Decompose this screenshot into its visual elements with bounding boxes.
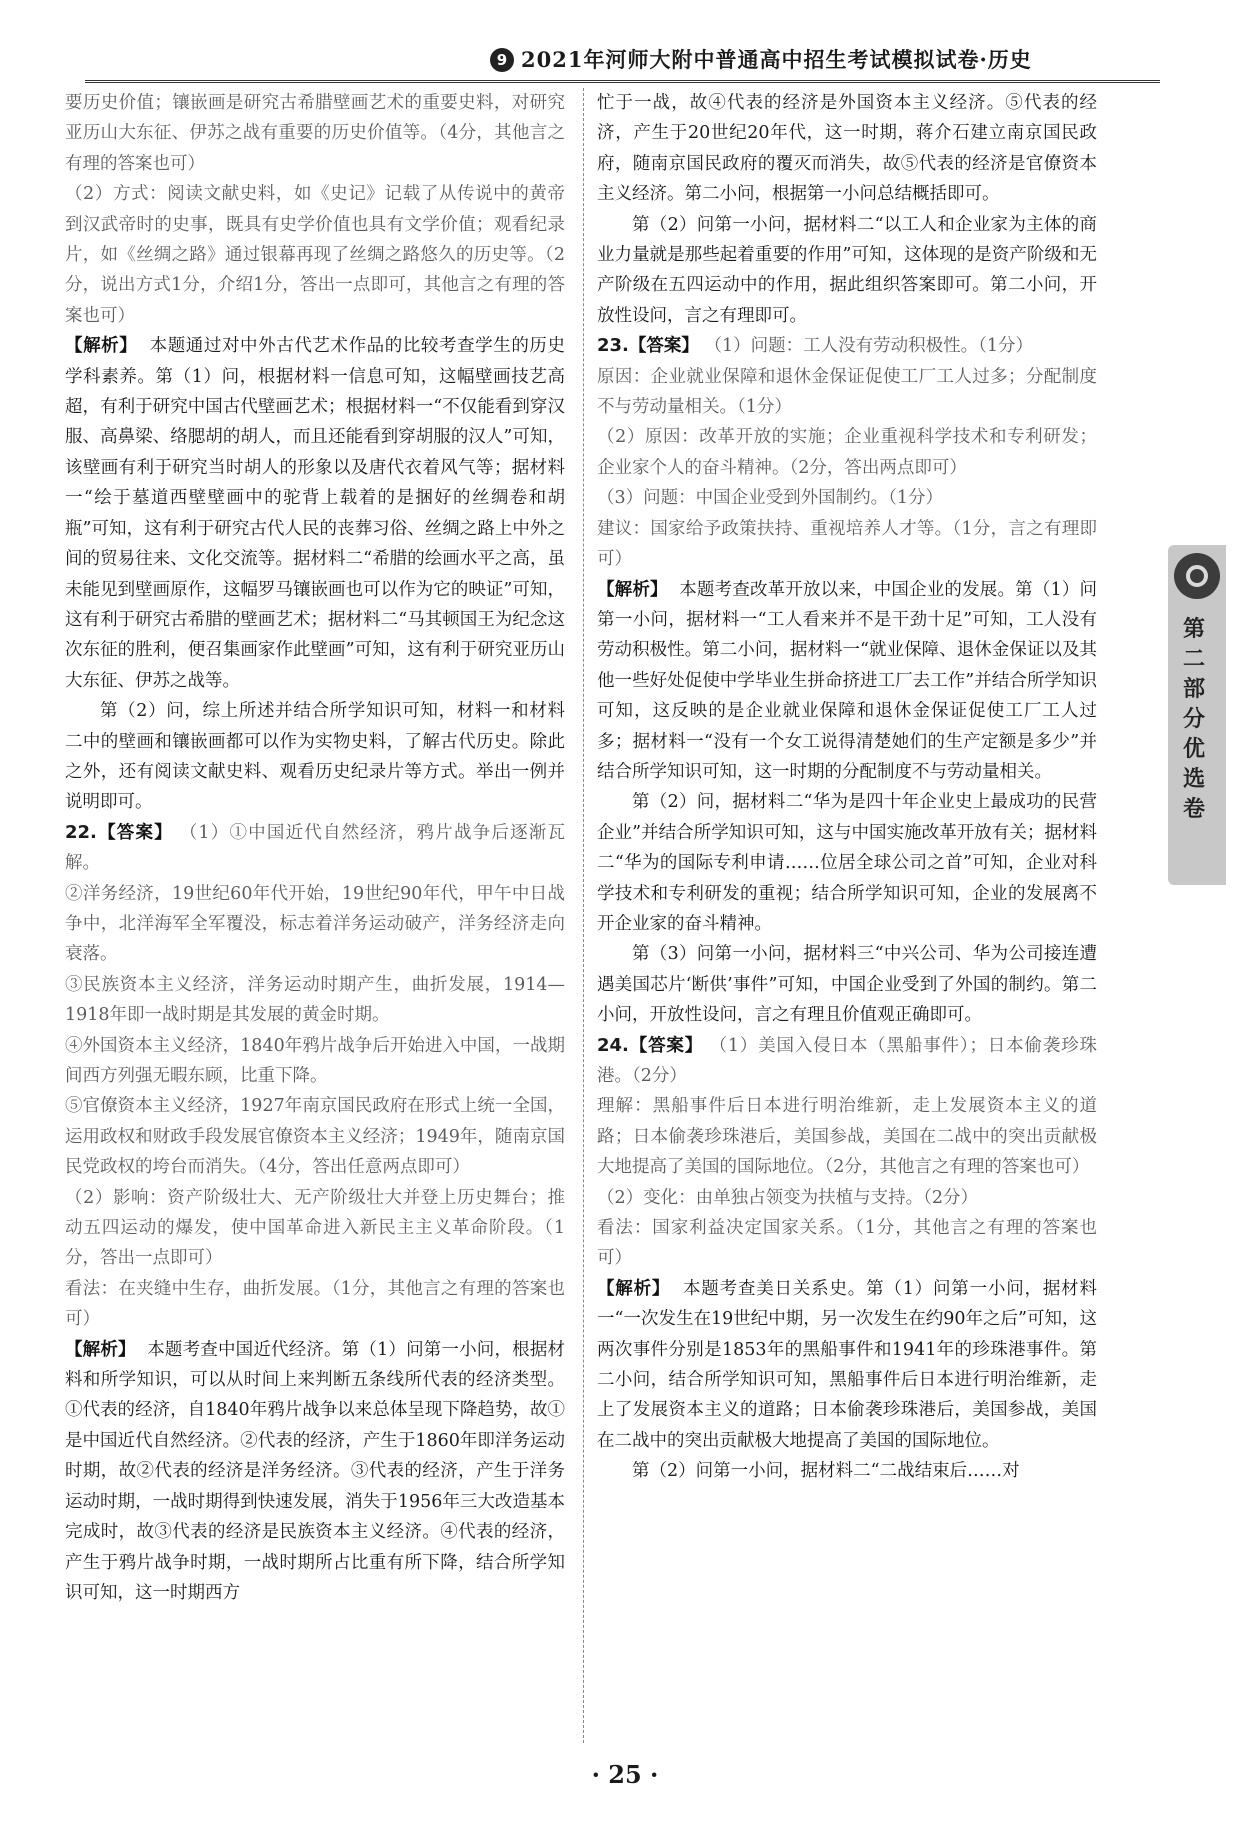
analysis-paragraph bbox=[65, 331, 565, 696]
question-22-answer bbox=[65, 818, 565, 879]
header-badge: 9 bbox=[490, 48, 514, 72]
analysis-tag: 【解析】 bbox=[65, 336, 138, 357]
analysis-paragraph: 忙于一战，故④代表的经济是外国资本主义经济。⑤代表的经济，产生于20世纪20年代，这一时期，蒋介石建立南京国民政府，随南京国民政府的覆灭而消失，故⑤代表的经济是官僚资本主义经济。第二小问，根据第一小问总结概括即可。 bbox=[597, 93, 1097, 205]
analysis-paragraph: 第（2）问第一小问，据材料二“以工人和企业家为主体的商业力量就是那些起着重要的作用”可知，这体现的是资产阶级和无产阶级在五四运动中的作用，据此组织答案即可。第二小问，开放性设问，言之有理即可。 bbox=[597, 214, 1097, 326]
analysis-paragraph: 第（2）问，据材料二“华为是四十年企业史上最成功的民营企业”并结合所学知识可知，这与中国实施改革开放有关；据材料二“华为的国际专利申请……位居全球公司之首”可知，企业对科学技术和专利研发的重视；结合所学知识可知，企业的发展离不开企业家的奋斗精神。 bbox=[597, 792, 1097, 934]
answer-tag: 【答案】 bbox=[628, 1035, 704, 1056]
answer-paragraph: 要历史价值；镶嵌画是研究古希腊壁画艺术的重要史料，对研究亚历山大东征、伊苏之战有重要的历史价值等。（4分，其他言之有理的答案也可） bbox=[65, 93, 565, 174]
answer-text: （1）①中国近代自然经济，鸦片战争后逐渐瓦解。 bbox=[65, 822, 565, 874]
answer-text: （1）美国入侵日本（黑船事件）；日本偷袭珍珠港。（2分） bbox=[597, 1035, 1097, 1086]
analysis-paragraph: 第（2）问第一小问，据材料二“二战结束后……对 bbox=[632, 1461, 1020, 1482]
page-header bbox=[85, 38, 1160, 84]
analysis-paragraph: 第（3）问第一小问，据材料三“中兴公司、华为公司接连遭遇美国芯片‘断供’事件”可知，中国企业受到了外国的制约。第二小问，开放性设问，言之有理且价值观正确即可。 bbox=[597, 944, 1097, 1026]
question-24-answer bbox=[597, 1031, 1097, 1092]
side-tab-label: 第二部分 优选卷 bbox=[1183, 617, 1206, 822]
answer-paragraph: （2）影响：资产阶级壮大、无产阶级壮大并登上历史舞台；推动五四运动的爆发，使中国革命进入新民主主义革命阶段。（1分，答出一点即可） bbox=[65, 1187, 565, 1269]
answer-tag: 【答案】 bbox=[628, 336, 699, 357]
section-side-tab bbox=[1168, 545, 1226, 885]
header-rule bbox=[85, 80, 1160, 83]
answer-paragraph: 理解：黑船事件后日本进行明治维新，走上发展资本主义的道路；日本偷袭珍珠港后，美国参战，美国在二战中的突出贡献极大地提高了美国的国际地位。（2分，其他言之有理的答案也可） bbox=[597, 1096, 1097, 1178]
analysis-text: 本题考查美日关系史。第（1）问第一小问，据材料一“一次发生在19世纪中期，另一次发生在约90年之后”可知，这两次事件分别是1853年的黑船事件和1941年的珍珠港事件。第二小问，结合所学知识可知，黑船事件后日本进行明治维新，走上了发展资本主义的道路；日本偷袭珍珠港后，美国参战，美国在二战中的突出贡献极大地提高了美国的国际地位。 bbox=[597, 1278, 1097, 1451]
question-23-answer bbox=[597, 331, 1097, 361]
answer-paragraph: （2）原因：改革开放的实施；企业重视科学技术和专利研发；企业家个人的奋斗精神。（2分，答出两点即可） bbox=[597, 427, 1097, 478]
analysis-tag: 【解析】 bbox=[65, 1339, 136, 1360]
analysis-paragraph: 第（2）问，综上所述并结合所学知识可知，材料一和材料二中的壁画和镶嵌画都可以作为实物史料，了解古代历史。除此之外，还有阅读文献史料、观看历史纪录片等方式。举出一例并说明即可。 bbox=[65, 701, 565, 813]
answer-paragraph: （3）问题：中国企业受到外国制约。（1分） bbox=[597, 488, 944, 509]
left-column bbox=[65, 88, 565, 1608]
answer-paragraph: ②洋务经济，19世纪60年代开始，19世纪90年代，甲午中日战争中，北洋海军全军覆没，标志着洋务运动破产，洋务经济走向衰落。 bbox=[65, 883, 565, 965]
analysis-tag: 【解析】 bbox=[597, 1278, 671, 1299]
analysis-paragraph bbox=[65, 1335, 565, 1609]
question-number: 22. bbox=[65, 821, 97, 843]
answer-paragraph: 看法：在夹缝中生存，曲折发展。（1分，其他言之有理的答案也可） bbox=[65, 1278, 565, 1330]
analysis-tag: 【解析】 bbox=[597, 579, 668, 600]
analysis-paragraph bbox=[597, 1274, 1097, 1456]
answer-tag: 【答案】 bbox=[96, 822, 173, 843]
analysis-text: 本题考查改革开放以来，中国企业的发展。第（1）问第一小问，据材料一“工人看来并不是干劲十足”可知，工人没有劳动积极性。第二小问，据材料一“就业保障、退休金保证以及其他一些好处促使中学毕业生拼命挤进工厂去工作”并结合所学知识可知，这反映的是企业就业保障和退休金保证促使工厂工人过多；据材料一“没有一个女工说得清楚她们的生产定额是多少”并结合所学知识可知，这一时期的分配制度不与劳动量相关。 bbox=[597, 579, 1098, 782]
question-number: 24. bbox=[597, 1034, 629, 1056]
answer-paragraph: 看法：国家利益决定国家关系。（1分，其他言之有理的答案也可） bbox=[597, 1218, 1097, 1269]
answer-paragraph: 原因：企业就业保障和退休金保证促使工厂工人过多；分配制度不与劳动量相关。（1分） bbox=[597, 366, 1097, 418]
right-column bbox=[597, 88, 1097, 1487]
answer-paragraph: ③民族资本主义经济，洋务运动时期产生，曲折发展，1914—1918年即一战时期是其发展的黄金时期。 bbox=[65, 974, 565, 1026]
page-number: · 25 · bbox=[591, 1760, 659, 1789]
answer-paragraph: 建议：国家给予政策扶持、重视培养人才等。（1分，言之有理即可） bbox=[597, 518, 1097, 570]
analysis-text: 本题通过对中外古代艺术作品的比较考查学生的历史学科素养。第（1）问，根据材料一信息可知，这幅壁画技艺高超，有利于研究中国古代壁画艺术；根据材料一“不仅能看到穿汉服、高鼻梁、络腮胡的胡人，而且还能看到穿胡服的汉人”可知，该壁画有利于研究当时胡人的形象以及唐代衣着风气等；据材料一“绘于墓道西壁壁画中的驼背上载着的是捆好的丝绸卷和胡瓶”可知，这有利于研究古代人民的丧葬习俗、丝绸之路上中外之间的贸易往来、文化交流等。据材料二“希腊的绘画水平之高，虽未能见到壁画原作，这幅罗马镶嵌画也可以作为它的映证”可知，这有利于研究古希腊的壁画艺术；据材料二“马其顿国王为纪念这次东征的胜利，便召集画家作此壁画”可知，这有利于研究亚历山大东征、伊苏之战等。 bbox=[65, 336, 565, 691]
answer-paragraph: （2）变化：由单独占领变为扶植与支持。（2分） bbox=[597, 1187, 979, 1208]
target-icon bbox=[1174, 553, 1220, 599]
header-title: 2021年河师大附中普通高中招生考试模拟试卷·历史 bbox=[521, 47, 1032, 72]
answer-paragraph: （2）方式：阅读文献史料，如《史记》记载了从传说中的黄帝到汉武帝时的史事，既具有史学价值也具有文学价值；观看纪录片，如《丝绸之路》通过银幕再现了丝绸之路悠久的历史等。（2分，说出方式1分，介绍1分，答出一点即可，其他言之有理的答案也可） bbox=[65, 184, 565, 326]
answer-text: （1）问题：工人没有劳动积极性。（1分） bbox=[704, 336, 1033, 357]
answer-paragraph: ⑤官僚资本主义经济，1927年南京国民政府在形式上统一全国，运用政权和财政手段发展官僚资本主义经济；1949年，随南京国民党政权的垮台而消失。（4分，答出任意两点即可） bbox=[65, 1096, 565, 1178]
analysis-text: 本题考查中国近代经济。第（1）问第一小问，根据材料和所学知识，可以从时间上来判断五条线所代表的经济类型。①代表的经济，自1840年鸦片战争以来总体呈现下降趋势，故①是中国近代自然经济。②代表的经济，产生于1860年即洋务运动时期，故②代表的经济是洋务经济。③代表的经济，产生于洋务运动时期，一战时期得到快速发展，消失于1956年三大改造基本完成时，故③代表的经济是民族资本主义经济。④代表的经济，产生于鸦片战争时期，一战时期所占比重有所下降，结合所学知识可知，这一时期西方 bbox=[65, 1339, 566, 1603]
question-number: 23. bbox=[597, 335, 629, 357]
analysis-paragraph bbox=[597, 575, 1097, 788]
answer-paragraph: ④外国资本主义经济，1840年鸦片战争后开始进入中国，一战期间西方列强无暇东顾，比重下降。 bbox=[65, 1035, 565, 1086]
column-divider bbox=[583, 88, 584, 1743]
